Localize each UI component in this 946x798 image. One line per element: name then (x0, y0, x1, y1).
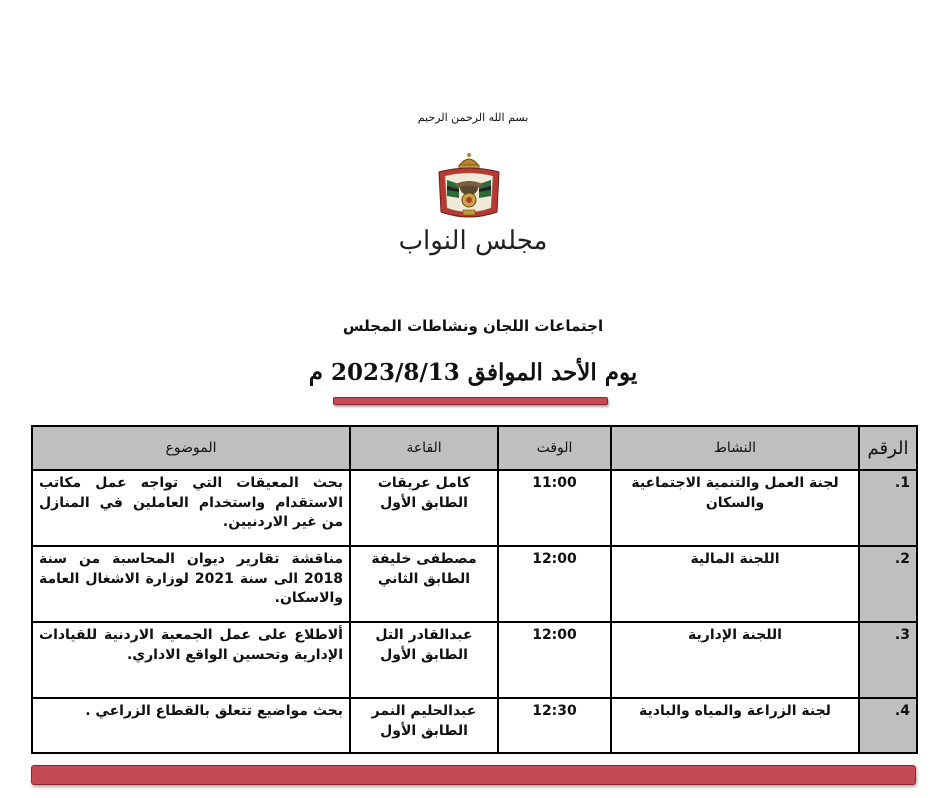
row-hall (350, 546, 498, 622)
row-time: 12:00 (498, 546, 611, 622)
footer-accent-bar (31, 765, 916, 785)
header-hall: القاعة (350, 426, 498, 470)
row-time: 12:00 (498, 622, 611, 698)
row-number: 2. (859, 546, 917, 622)
date-underline-bar (333, 397, 608, 405)
row-activity: اللجنة المالية (611, 546, 859, 622)
hall-name: عبدالحليم النمر (371, 703, 477, 719)
row-activity: لجنة الزراعة والمياه والبادية (611, 698, 859, 753)
header-activity: النشاط (611, 426, 859, 470)
row-activity: اللجنة الإدارية (611, 622, 859, 698)
council-name-logotype: مجلس النواب (398, 226, 548, 256)
basmala: بسم الله الرحمن الرحيم (417, 111, 529, 124)
row-hall (350, 698, 498, 753)
row-time: 11:00 (498, 470, 611, 546)
hall-floor: الطابق الأول (380, 494, 468, 511)
header-time: الوقت (498, 426, 611, 470)
schedule-table (31, 425, 918, 754)
row-hall (350, 622, 498, 698)
hall-name: كامل عريقات (377, 475, 471, 491)
jordan-coat-of-arms-icon (429, 150, 509, 230)
hall-name: عبدالقادر التل (375, 627, 473, 643)
date-title: يوم الأحد الموافق 2023/8/13 م (308, 359, 638, 386)
row-number: 1. (859, 470, 917, 546)
hall-floor: الطابق الأول (380, 722, 468, 739)
table-row (32, 546, 917, 622)
row-hall (350, 470, 498, 546)
header-number: الرقم (859, 426, 917, 470)
row-topic: بحث مواضيع تتعلق بالقطاع الزراعي . (32, 698, 350, 753)
table-row (32, 470, 917, 546)
row-activity: لجنة العمل والتنمية الاجتماعية والسكان (611, 470, 859, 546)
row-topic: بحث المعيقات التي تواجه عمل مكاتب الاستقدام واستخدام العاملين في المنازل من غير الاردنيين. (32, 470, 350, 546)
table-header-row (32, 426, 917, 470)
hall-floor: الطابق الأول (380, 646, 468, 663)
table-row (32, 698, 917, 753)
table-row (32, 622, 917, 698)
row-topic: مناقشة تقارير ديوان المحاسبة من سنة 2018 الى سنة 2021 لوزارة الاشغال العامة والاسكان. (32, 546, 350, 622)
row-number: 4. (859, 698, 917, 753)
header-topic: الموضوع (32, 426, 350, 470)
row-number: 3. (859, 622, 917, 698)
page-subtitle: اجتماعات اللجان ونشاطات المجلس (342, 317, 604, 335)
hall-floor: الطابق الثاني (377, 570, 471, 587)
row-time: 12:30 (498, 698, 611, 753)
row-topic: ألاطلاع على عمل الجمعية الاردنية للقيادات الإدارية وتحسين الواقع الاداري. (32, 622, 350, 698)
hall-name: مصطفى خليفة (371, 551, 477, 567)
